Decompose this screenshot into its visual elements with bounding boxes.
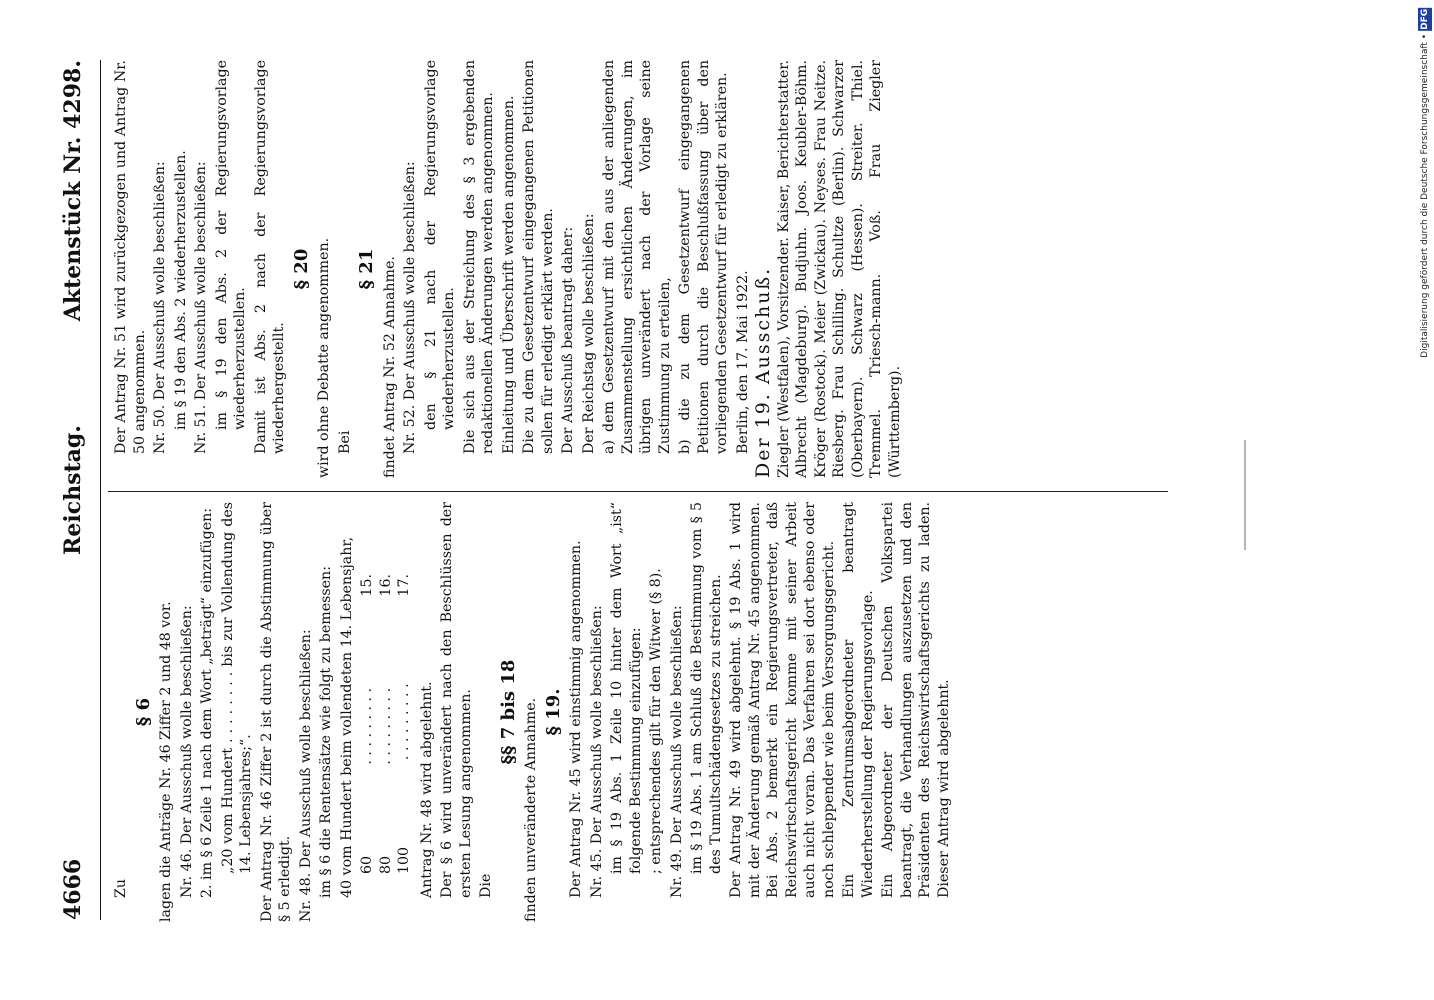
paragraph: im § 19 den Abs. 2 wiederherzustellen. bbox=[172, 150, 189, 430]
paragraph: Der Antrag Nr. 45 wird einstimmig angenommen. bbox=[568, 540, 584, 898]
header-title: Reichstag. bbox=[60, 425, 86, 555]
paragraph: Der Antrag Nr. 46 Ziffer 2 ist durch die Abstimmung über § 5 erledigt. bbox=[258, 502, 293, 922]
date-line: Berlin, den 17. Mai 1922. bbox=[734, 270, 751, 454]
paragraph: Nr. 45. Der Ausschuß wolle beschließen: bbox=[588, 605, 605, 898]
paragraph: Nr. 50. Der Ausschuß wolle beschließen: bbox=[152, 161, 168, 454]
column-divider bbox=[108, 491, 1168, 492]
right-column bbox=[112, 60, 906, 478]
paragraph: Der Antrag Nr. 49 wird abgelehnt. § 19 Abs. 1 wird mit der Änderung gemäß Antrag Nr. 45 angenommen. Bei Abs. 2 bemerkt ein Regierungsvertreter, daß Reichswirtschaftsgericht komme mit seiner Arbeit auch nicht voran. Das Verfahren sei dort ebenso oder noch schleppender wie beim Versorgungsgericht. bbox=[728, 502, 837, 898]
paragraph: im § 19 den Abs. 2 der Regierungsvorlage wiederherzustellen. bbox=[213, 60, 248, 430]
rate-row: 60 . . . . . . . . . 15. bbox=[359, 574, 375, 874]
paragraph: finden unveränderte Annahme. bbox=[523, 697, 539, 922]
rate-row: 100 . . . . . . . . . 17. bbox=[396, 574, 412, 874]
paragraph: Antrag Nr. 48 wird abgelehnt. bbox=[418, 681, 435, 898]
section-heading: §§ 7 bis 18 bbox=[497, 659, 519, 765]
paragraph: 2. im § 6 Zeile 1 nach dem Wort „beträgt“ einzufügen: bbox=[199, 507, 215, 898]
paragraph: Ein Zentrumsabgeordneter beantragt Wiederherstellung der Regierungsvorlage. bbox=[841, 502, 876, 898]
paragraph: Einleitung und Überschrift werden angenommen. bbox=[500, 95, 517, 454]
die-label: Die bbox=[478, 873, 494, 898]
paragraph: im § 19 Abs. 1 Zeile 10 hinter dem Wort „ist“ folgende Bestimmung einzufügen: bbox=[609, 502, 644, 874]
paragraph: Ein Abgeordneter der Deutschen Volkspartei beantragt, die Verhandlungen auszusetzen und den Präsidenten des Reichswirtschaftsgerichts zu laden. Dieser Antrag wird abgelehnt. bbox=[880, 502, 952, 898]
paragraph: wird ohne Debatte angenommen. bbox=[316, 237, 332, 478]
committee-heading: Der 19. Ausschuß. bbox=[752, 266, 774, 478]
paragraph: Damit ist Abs. 2 nach der Regierungsvorlage wiederhergestellt. bbox=[252, 60, 287, 454]
dfg-logo: DFG bbox=[1420, 9, 1430, 31]
paragraph: Der § 6 wird unverändert nach den Beschlüssen der ersten Lesung angenommen. bbox=[439, 502, 474, 898]
header-document: Aktenstück Nr. 4298. bbox=[60, 60, 86, 322]
zu-label: Zu bbox=[113, 879, 129, 898]
paragraph: ; entsprechendes gilt für den Witwer (§ 8). bbox=[648, 568, 664, 874]
signatories: Ziegler (Westfalen), Vorsitzender. Kaiser, Berichterstatter. Albrecht (Magdeburg). Budjuhn. Joos. Keubler-Böhm. Kröger (Rostock). Meier (Zwickau). Neyses. Frau Neitze. Riesberg. Frau Schilling. Schultze (Berlin). Schwarzer (Oberbayern). Schwarz (Hessen). Streiter. Thiel. Tremmel. Triesch-mann. Voß. Frau Ziegler (Württemberg). bbox=[775, 60, 903, 478]
paragraph: a) dem Gesetzentwurf mit den aus der anliegenden Zusammenstellung ersichtlichen Änderungen, im übrigen unverändert nach der Vorlage seine Zustimmung zu erteilen, bbox=[601, 60, 673, 454]
dfg-credit-text: Digitalisierung gefördert durch die Deutsche Forschungsgemeinschaft • bbox=[1420, 33, 1430, 358]
section-heading: § 20 bbox=[290, 248, 312, 290]
section-heading: § 19. bbox=[542, 688, 564, 736]
paragraph: im § 19 Abs. 1 am Schluß die Bestimmung vom § 5 des Tumultschädengesetzes zu streichen. bbox=[689, 502, 724, 874]
paragraph: Der Reichstag wolle beschließen: bbox=[580, 213, 597, 454]
left-column bbox=[112, 502, 955, 922]
paragraph: im § 6 die Rentensätze wie folgt zu bemessen: bbox=[318, 566, 334, 898]
paragraph: Die zu dem Gesetzentwurf eingegangenen Petitionen sollen für erledigt erklärt werden. bbox=[521, 60, 556, 454]
rates-table bbox=[358, 502, 414, 874]
paragraph: Nr. 46. Der Ausschuß wolle beschließen: bbox=[178, 605, 195, 898]
paragraph: Nr. 49. Der Ausschuß wolle beschließen: bbox=[668, 605, 685, 898]
paragraph: lagen die Anträge Nr. 46 Ziffer 2 und 48 vor. bbox=[158, 601, 174, 922]
dfg-credit bbox=[1420, 8, 1430, 358]
section-heading: § 21 bbox=[356, 248, 377, 290]
paragraph: Die sich aus der Streichung des § 3 ergebenden redaktionellen Änderungen werden angenommen. bbox=[461, 60, 496, 454]
paragraph: Nr. 51. Der Ausschuß wolle beschließen: bbox=[193, 161, 209, 454]
paragraph: Nr. 48. Der Ausschuß wolle beschließen: bbox=[297, 629, 314, 922]
page-number: 4666 bbox=[60, 858, 86, 920]
page-header bbox=[60, 60, 98, 920]
paragraph: 40 vom Hundert beim vollendeten 14. Lebensjahr, bbox=[338, 536, 355, 898]
paragraph: Der Antrag Nr. 51 wird zurückgezogen und Antrag Nr. 50 angenommen. bbox=[113, 60, 148, 454]
rate-row: 80 . . . . . . . . . 16. bbox=[377, 574, 394, 874]
paragraph: den § 21 nach der Regierungsvorlage wiederherzustellen. bbox=[422, 60, 457, 430]
paragraph: „20 vom Hundert . . . . . . . . bis zur Vollendung des 14. Lebensjahres;“. bbox=[219, 502, 254, 874]
scan-mark bbox=[1244, 440, 1246, 550]
paragraph: Der Ausschuß beantragt daher: bbox=[560, 226, 576, 454]
header-rule bbox=[100, 60, 101, 920]
paragraph: b) die zu dem Gesetzentwurf eingegangenen Petitionen durch die Beschlußfassung über den vorliegenden Gesetzentwurf für erledigt zu erklären. bbox=[677, 60, 730, 454]
section-heading: § 6 bbox=[132, 697, 154, 727]
bei-label: Bei bbox=[336, 430, 353, 454]
paragraph: Nr. 52. Der Ausschuß wolle beschließen: bbox=[402, 161, 418, 454]
paragraph: findet Antrag Nr. 52 Annahme. bbox=[381, 256, 398, 478]
